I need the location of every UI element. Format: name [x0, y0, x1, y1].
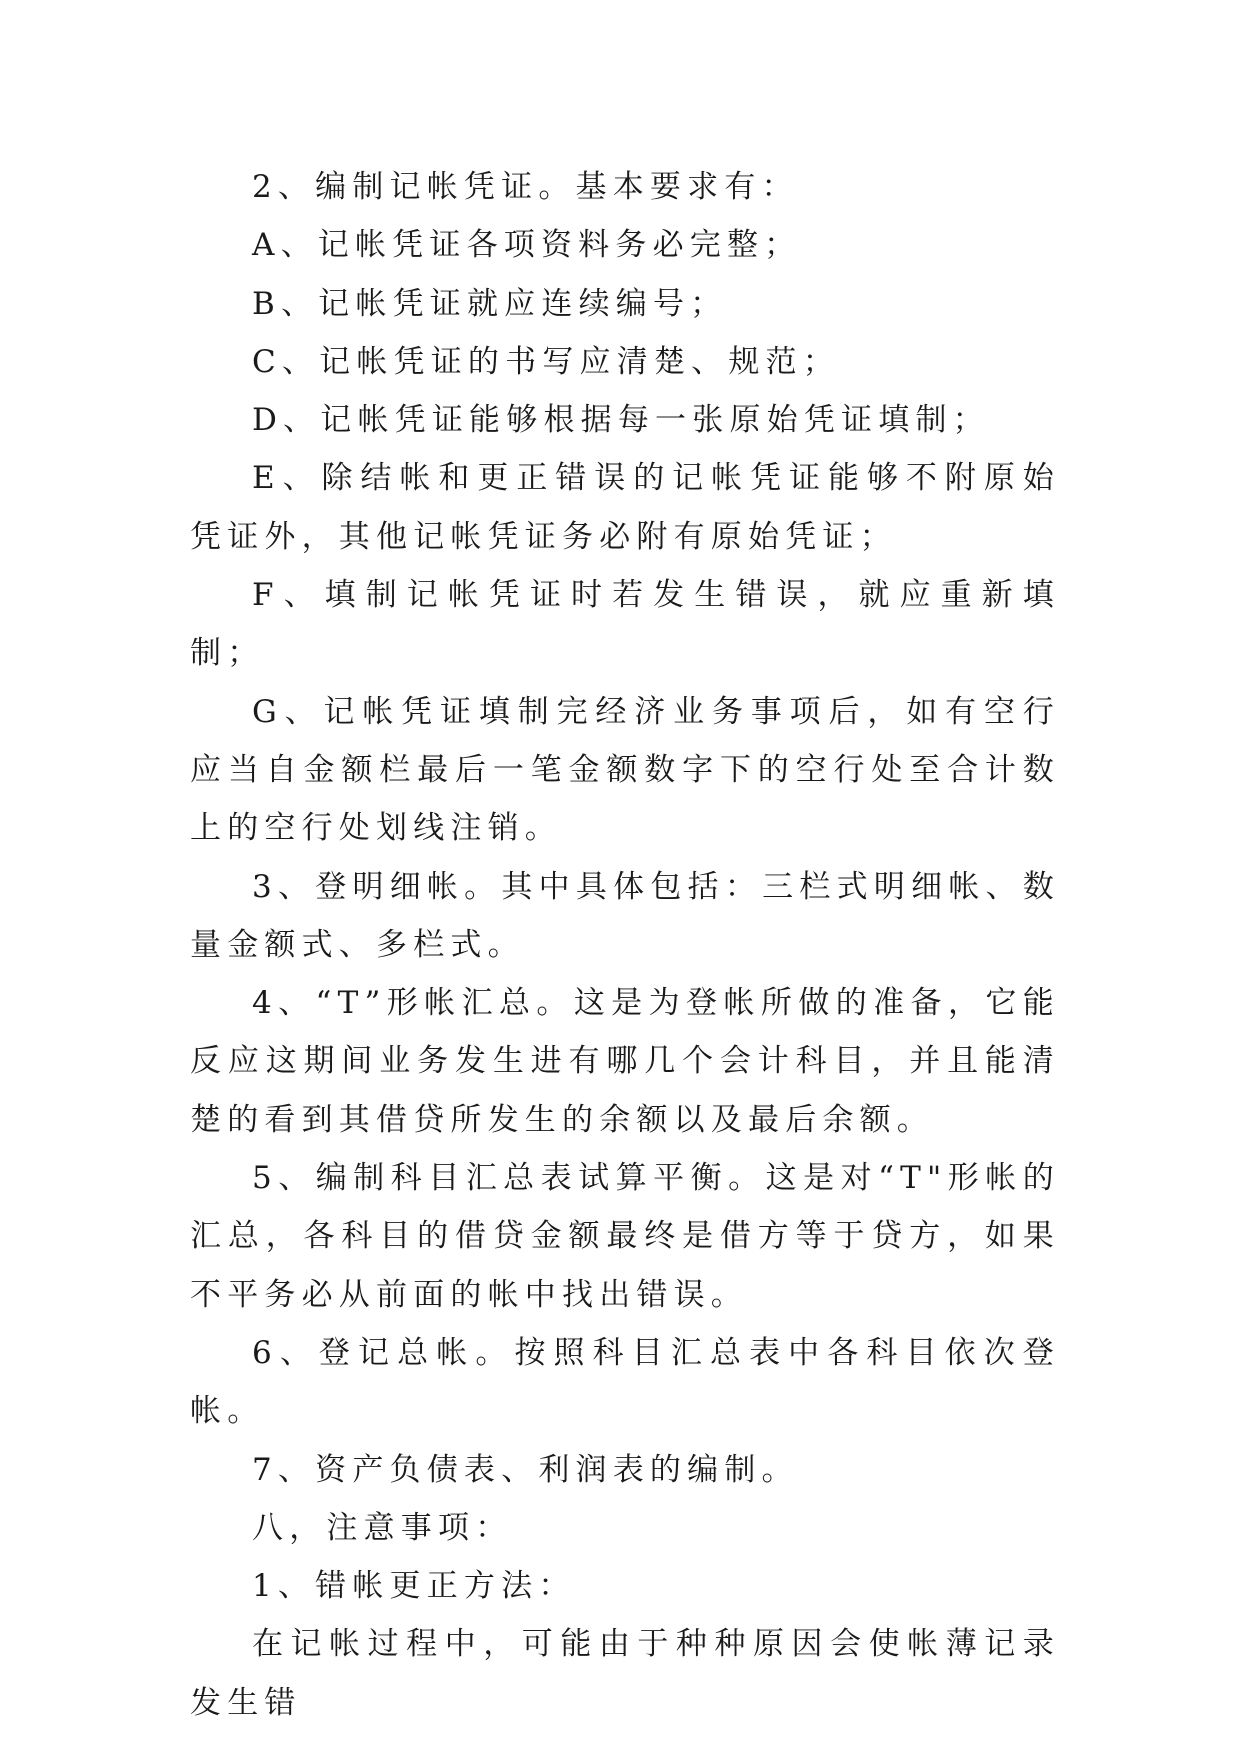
- paragraph: 5、编制科目汇总表试算平衡。这是对“T"形帐的汇总，各科目的借贷金额最终是借方等于贷方，如果不平务必从前面的帐中找出错误。: [190, 1160, 1060, 1313]
- paragraph: D、记帐凭证能够根据每一张原始凭证填制；: [252, 402, 990, 439]
- paragraph: E、除结帐和更正错误的记帐凭证能够不附原始凭证外，其他记帐凭证务必附有原始凭证；: [190, 460, 1060, 555]
- document-body: [190, 158, 1060, 1732]
- paragraph: 在记帐过程中，可能由于种种原因会使帐薄记录发生错: [190, 1626, 1060, 1721]
- paragraph: C、记帐凭证的书写应清楚、规范；: [252, 343, 840, 380]
- paragraph: 1、错帐更正方法：: [252, 1568, 576, 1605]
- paragraph: 7、资产负债表、利润表的编制。: [252, 1451, 799, 1488]
- paragraph: 6、登记总帐。按照科目汇总表中各科目依次登帐。: [190, 1334, 1060, 1430]
- paragraph: 4、“T”形帐汇总。这是为登帐所做的准备，它能反应这期间业务发生进有哪几个会计科目，并且能清楚的看到其借贷所发生的余额以及最后余额。: [190, 985, 1060, 1138]
- paragraph: G、记帐凭证填制完经济业务事项后，如有空行应当自金额栏最后一笔金额数字下的空行处至合计数上的空行处划线注销。: [190, 693, 1060, 847]
- paragraph: B、记帐凭证就应连续编号；: [252, 285, 728, 322]
- paragraph: 八，注意事项：: [252, 1509, 513, 1546]
- paragraph: 3、登明细帐。其中具体包括：三栏式明细帐、数量金额式、多栏式。: [190, 868, 1060, 963]
- paragraph: A、记帐凭证各项资料务必完整；: [252, 227, 802, 264]
- paragraph: F、填制记帐凭证时若发生错误，就应重新填制；: [190, 577, 1060, 672]
- paragraph: 2、编制记帐凭证。基本要求有：: [252, 169, 799, 205]
